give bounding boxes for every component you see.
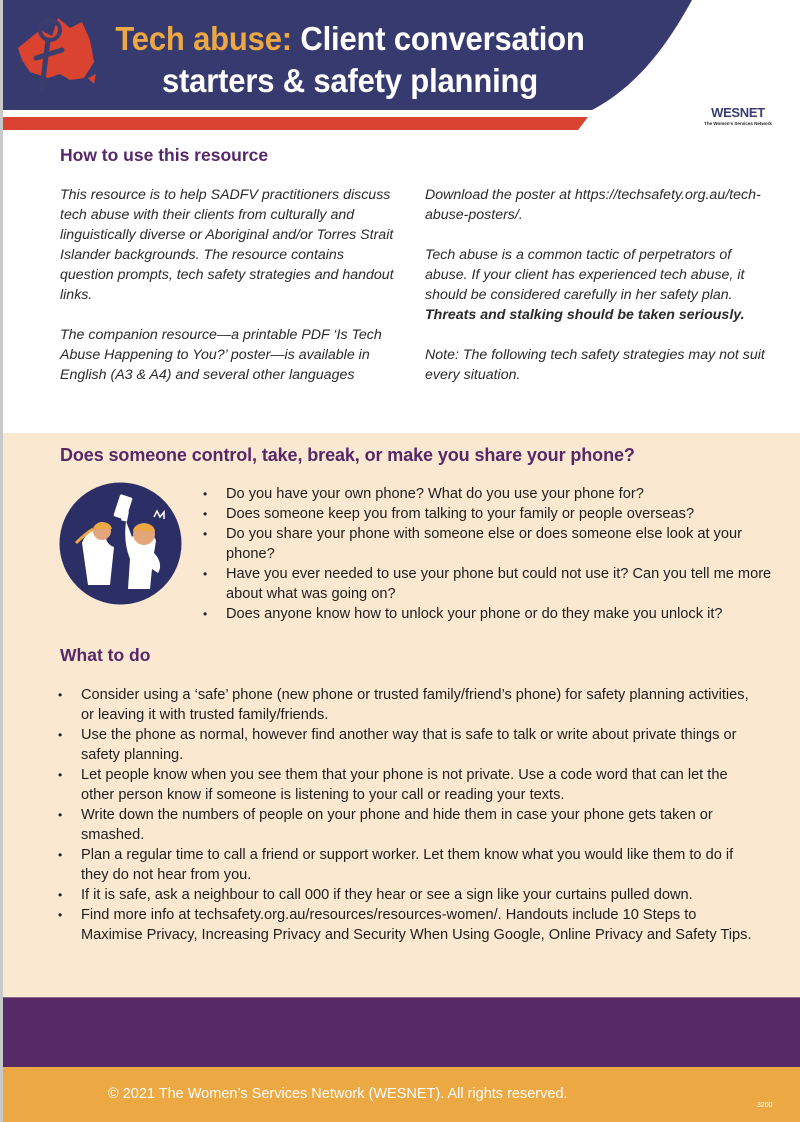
phone-section <box>0 433 800 997</box>
poster-download-link[interactable]: Download the poster at https://techsafety.org.au/tech-abuse-posters/. <box>425 187 761 223</box>
question-list <box>200 484 780 624</box>
header-banner <box>0 0 800 135</box>
intro-note: Note: The following tech safety strategies may not suit every situation. <box>425 347 765 383</box>
question-item: • Does someone keep you from talking to your family or people overseas? <box>200 504 780 524</box>
question-item: • Have you ever needed to use your phone but could not use it? Can you tell me more about what was going on? <box>200 564 780 604</box>
logo-name: WESNET <box>711 105 765 120</box>
intro-paragraph-text: Tech abuse is a common tactic of perpetrators of abuse. If your client has experienced tech abuse, it should be considered carefully in her safety plan. <box>425 247 745 303</box>
intro-paragraph: This resource is to help SADFV practitioners discuss tech abuse with their clients from culturally and linguistically diverse or Aboriginal and/or Torres Strait Islander backgrounds. The resource contains question prompts, tech safety strategies and handout links. <box>60 187 394 303</box>
title-line2: starters & safety planning <box>161 62 539 99</box>
title-line1: Client conversation <box>300 20 585 57</box>
intro-right-column <box>425 185 765 405</box>
intro-left-column <box>60 185 400 405</box>
page-left-border <box>0 0 3 1122</box>
intro-paragraph: The companion resource—a printable PDF ‘Is Tech Abuse Happening to You?’ poster—is available in English (A3 & A4) and several other languages <box>60 327 382 383</box>
wesnet-logo-icon <box>0 0 110 120</box>
question-item: • Do you have your own phone? What do you use your phone for? <box>200 484 780 504</box>
title-accent: Tech abuse: <box>115 20 292 57</box>
strategy-item: • Use the phone as normal, however find another way that is safe to talk or write about private things or safety planning. <box>55 725 755 765</box>
question-item: • Does anyone know how to unlock your phone or do they make you unlock it? <box>200 604 780 624</box>
document-code: 3200 <box>757 1102 773 1109</box>
phone-conflict-illustration-icon <box>58 481 183 606</box>
strategy-item: • Let people know when you see them that your phone is not private. Use a code word that can let the other person know if someone is listening to your call or reading your texts. <box>55 765 755 805</box>
what-to-do-list <box>55 685 755 945</box>
what-to-do-heading: What to do <box>60 645 151 665</box>
page-title <box>59 18 642 102</box>
footer <box>0 1067 800 1122</box>
strategy-item: • Consider using a ‘safe’ phone (new phone or trusted family/friend’s phone) for safety planning activities, or leaving it with trusted family/friends. <box>55 685 755 725</box>
strategy-item: • If it is safe, ask a neighbour to call 000 if they hear or see a sign like your curtains pulled down. <box>55 885 755 905</box>
footer-purple-band <box>0 997 800 1068</box>
question-item: • Do you share your phone with someone else or does someone else look at your phone? <box>200 524 780 564</box>
strategy-item: • Find more info at techsafety.org.au/resources/resources-women/. Handouts include 10 Steps to Maximise Privacy, Increasing Privacy and Security When Using Google, Online Privacy and Safety Tips. <box>55 905 755 945</box>
strategy-item: • Write down the numbers of people on your phone and hide them in case your phone gets taken or smashed. <box>55 805 755 845</box>
intro-heading: How to use this resource <box>60 145 269 165</box>
intro-paragraph <box>425 245 765 325</box>
intro-section <box>0 135 800 433</box>
logo-tagline: The Women's Services Network <box>704 121 772 126</box>
intro-bold-warning: Threats and stalking should be taken seriously. <box>425 307 745 323</box>
questions-heading: Does someone control, take, break, or make you share your phone? <box>60 445 635 465</box>
strategy-item: • Plan a regular time to call a friend or support worker. Let them know what you would like them to do if they do not hear from you. <box>55 845 755 885</box>
copyright-text: © 2021 The Women’s Services Network (WESNET). All rights reserved. <box>108 1086 568 1102</box>
